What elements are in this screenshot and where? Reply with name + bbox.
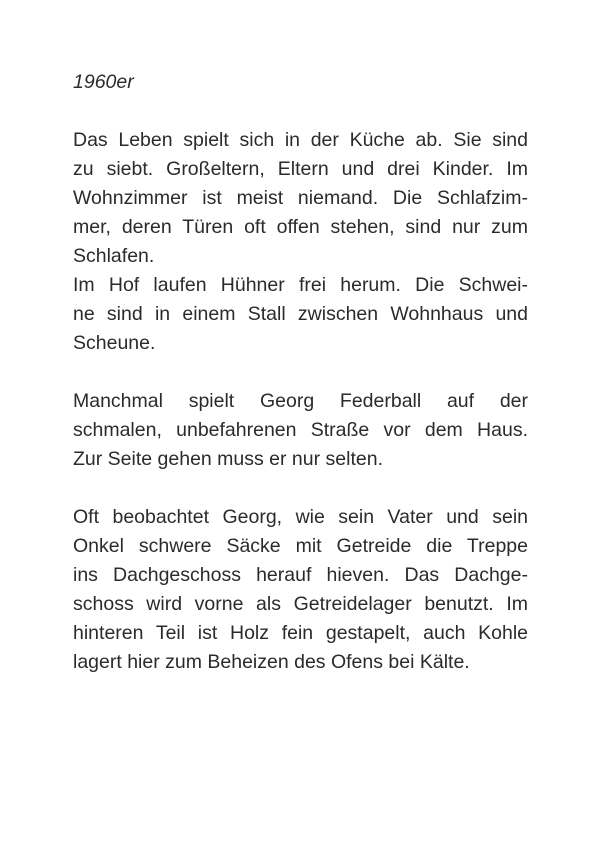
text-line: Das Leben spielt sich in der Küche ab. Sie sind [73,129,528,151]
text-line: Schlafen. [73,245,155,267]
text-line: ne sind in einem Stall zwischen Wohnhaus und [73,303,528,325]
paragraph [73,387,528,474]
document-page [73,68,528,677]
text-line: ins Dachgeschoss herauf hieven. Das Dachge- [73,564,528,586]
spacer [73,97,528,126]
text-line: Oft beobachtet Georg, wie sein Vater und sein [73,506,528,528]
text-line: Im Hof laufen Hühner frei herum. Die Schwei- [73,274,528,296]
section-heading: 1960er [73,71,134,93]
text-line: lagert hier zum Beheizen des Ofens bei Kälte. [73,651,470,673]
paragraph-gap [73,474,528,503]
text-line: Scheune. [73,332,156,354]
text-line: hinteren Teil ist Holz fein gestapelt, auch Kohle [73,622,528,644]
text-line: schoss wird vorne als Getreidelager benutzt. Im [73,593,528,615]
text-line: schmalen, unbefahrenen Straße vor dem Haus. [73,419,528,441]
body-text [73,126,528,677]
text-line: mer, deren Türen oft offen stehen, sind nur zum [73,216,528,238]
text-line: zu siebt. Großeltern, Eltern und drei Kinder. Im [73,158,528,180]
paragraph [73,503,528,677]
text-line: Onkel schwere Säcke mit Getreide die Treppe [73,535,528,557]
paragraph [73,126,528,358]
text-line: Wohnzimmer ist meist niemand. Die Schlafzim- [73,187,528,209]
text-line: Zur Seite gehen muss er nur selten. [73,448,383,470]
text-line: Manchmal spielt Georg Federball auf der [73,390,528,412]
paragraph-gap [73,358,528,387]
